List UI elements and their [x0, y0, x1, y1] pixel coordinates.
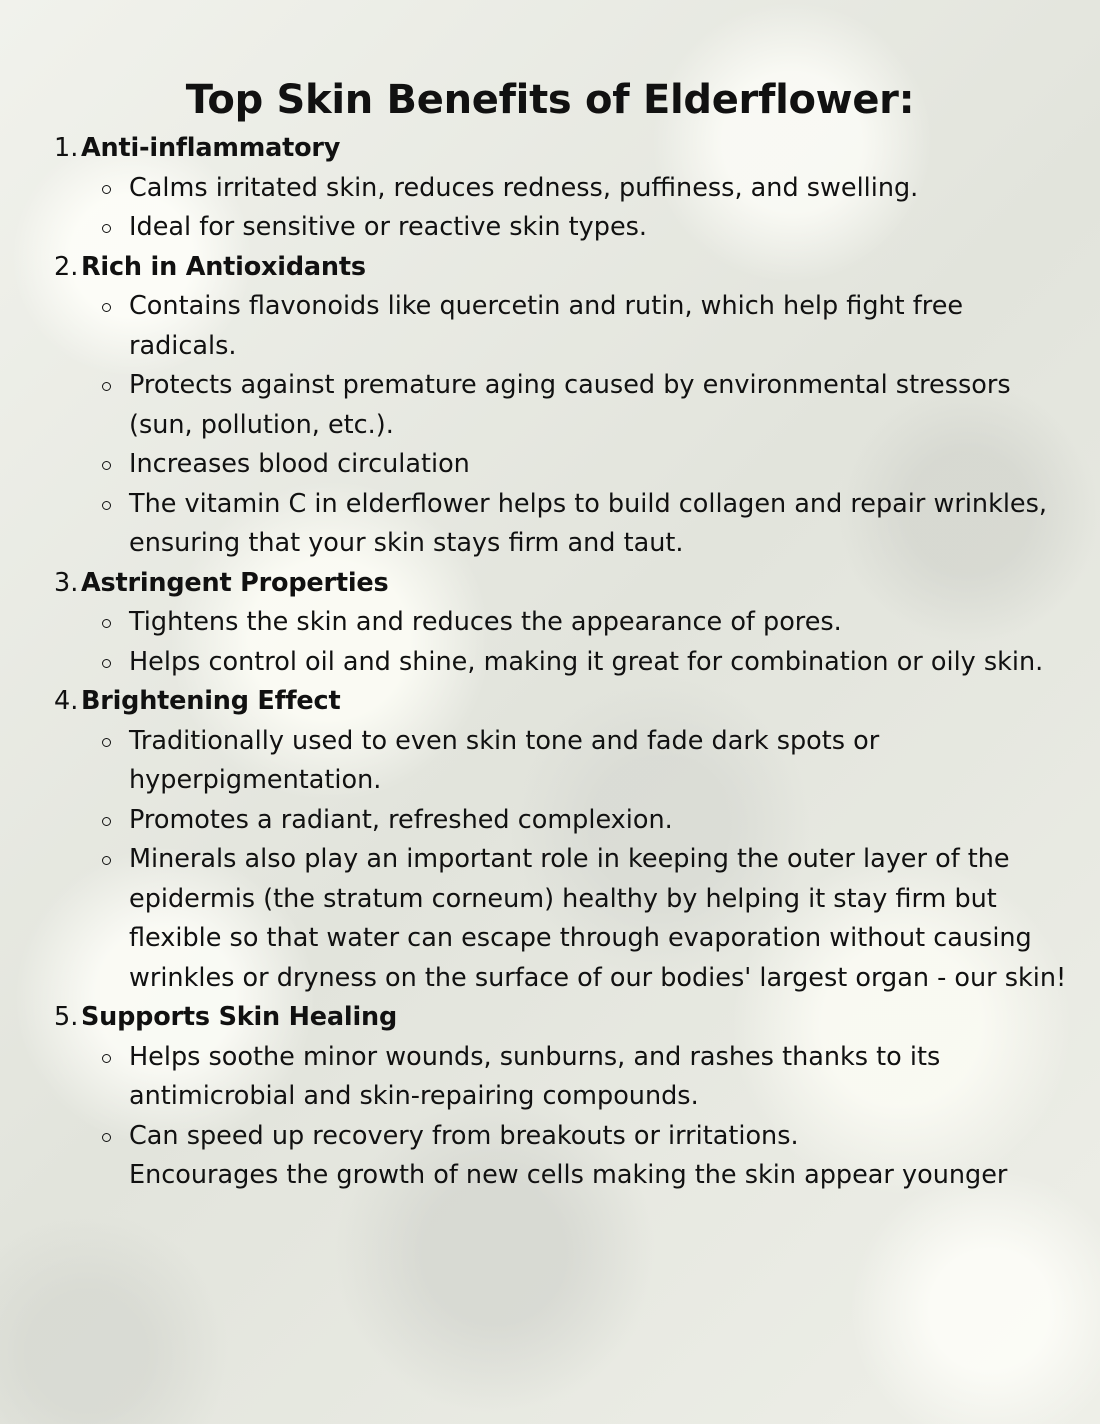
hollow-bullet-icon: [102, 619, 111, 628]
benefit-item: [0, 564, 1100, 683]
benefit-point: [81, 1117, 1100, 1196]
benefits-list: [0, 129, 1100, 1196]
benefit-item: [0, 998, 1100, 1196]
benefit-number: 2.: [54, 251, 79, 282]
benefit-title: Anti-inflammatory: [81, 133, 341, 163]
benefit-points: [81, 1038, 1100, 1196]
benefit-point: [81, 840, 1100, 998]
hollow-bullet-icon: [102, 856, 111, 865]
hollow-bullet-icon: [102, 224, 111, 233]
benefit-item: [0, 129, 1100, 248]
benefit-point-text: The vitamin C in elderflower helps to build collagen and repair wrinkles, ensuring that your skin stays firm and taut.: [129, 488, 1047, 558]
hollow-bullet-icon: [102, 501, 111, 510]
benefit-number: 5.: [54, 1002, 79, 1032]
hollow-bullet-icon: [102, 817, 111, 826]
benefit-points: [81, 169, 1100, 248]
benefit-title: Supports Skin Healing: [81, 1002, 397, 1032]
benefit-point-extra-line: Encourages the growth of new cells making the skin appear younger: [129, 1160, 1008, 1190]
benefit-point: [81, 287, 1100, 366]
benefit-point: [81, 722, 1100, 801]
benefit-point: [81, 643, 1100, 683]
hollow-bullet-icon: [102, 382, 111, 391]
page-title: Top Skin Benefits of Elderflower:: [185, 77, 915, 123]
benefit-title: Astringent Properties: [81, 567, 389, 598]
hollow-bullet-icon: [102, 1133, 111, 1142]
benefit-number: 3.: [54, 567, 79, 598]
benefit-item: [0, 248, 1100, 564]
benefit-item: [0, 682, 1100, 998]
benefit-number: 4.: [54, 686, 79, 716]
benefit-title: Rich in Antioxidants: [81, 251, 366, 282]
benefit-point-text: Tightens the skin and reduces the appearance of pores.: [129, 607, 842, 637]
benefit-point-text: Contains flavonoids like quercetin and rutin, which help fight free radicals.: [129, 291, 964, 361]
benefit-point: [81, 801, 1100, 841]
benefit-point-text: Traditionally used to even skin tone and fade dark spots or hyperpigmentation.: [129, 725, 880, 795]
benefit-point-text: Increases blood circulation: [129, 449, 470, 479]
benefit-title: Brightening Effect: [81, 686, 341, 716]
hollow-bullet-icon: [102, 1054, 111, 1063]
benefit-point-text: Helps soothe minor wounds, sunburns, and rashes thanks to its antimicrobial and skin-repairing compounds.: [129, 1041, 941, 1111]
benefit-point: [81, 208, 1100, 248]
benefit-points: [81, 722, 1100, 999]
benefit-point: [81, 485, 1100, 564]
benefit-point: [81, 366, 1100, 445]
benefit-point: [81, 603, 1100, 643]
benefit-point: [81, 445, 1100, 485]
benefit-points: [81, 603, 1100, 682]
benefit-point-text: Calms irritated skin, reduces redness, puffiness, and swelling.: [129, 172, 919, 203]
benefit-number: 1.: [54, 133, 79, 163]
hollow-bullet-icon: [102, 303, 111, 312]
hollow-bullet-icon: [102, 659, 111, 668]
hollow-bullet-icon: [102, 461, 111, 470]
hollow-bullet-icon: [102, 738, 111, 747]
benefit-point-text: Minerals also play an important role in keeping the outer layer of the epidermis (the stratum corneum) healthy by helping it stay firm but flexible so that water can escape through evaporation without causing wrinkles or dryness on the surface of our bodies' largest organ - our skin!: [129, 844, 1067, 993]
benefit-point-text: Promotes a radiant, refreshed complexion.: [129, 804, 673, 835]
benefit-point: [81, 1038, 1100, 1117]
benefit-point-text: Can speed up recovery from breakouts or irritations.: [129, 1120, 799, 1151]
benefit-point-text: Helps control oil and shine, making it great for combination or oily skin.: [129, 646, 1044, 677]
benefit-point: [81, 169, 1100, 209]
hollow-bullet-icon: [102, 185, 111, 194]
benefit-points: [81, 287, 1100, 564]
benefit-point-text: Ideal for sensitive or reactive skin types.: [129, 212, 648, 242]
benefit-point-text: Protects against premature aging caused by environmental stressors (sun, pollution, etc.).: [129, 370, 1011, 440]
